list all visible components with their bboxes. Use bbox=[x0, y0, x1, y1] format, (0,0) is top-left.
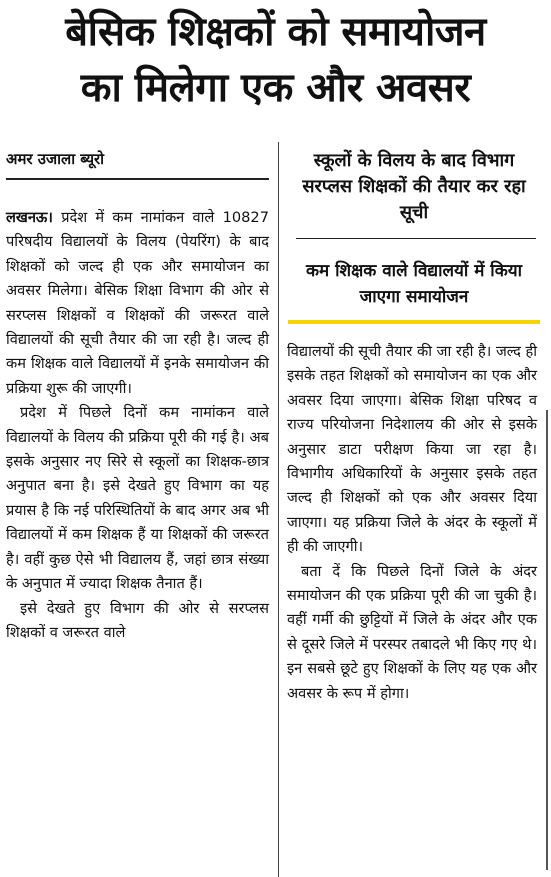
right-paragraph-2: बता दें कि पिछले दिनों जिले के अंदर समायोजन की एक प्रक्रिया पूरी की जा चुकी है। वहीं गर्मी की छुट्टियों में जिले के अंदर और एक से दूसरे जिले में परस्पर तबादले भी किए गए थे। इन सबसे छूटे हुए शिक्षकों के लिए यह एक और अवसर के रूप में होगा। bbox=[287, 562, 537, 702]
byline: अमर उजाला ब्यूरो bbox=[6, 150, 105, 168]
page-edge-rule bbox=[546, 410, 548, 870]
headline bbox=[0, 4, 551, 116]
deck-divider bbox=[296, 238, 536, 239]
deck-highlight-bar bbox=[288, 320, 540, 324]
headline-line-1: बेसिक शिक्षकों को समायोजन bbox=[65, 9, 486, 55]
left-paragraph-3: इसे देखते हुए विभाग की ओर से सरप्लस शिक्षकों व जरूरत वाले bbox=[6, 599, 269, 641]
right-column-body bbox=[287, 340, 537, 706]
left-paragraph-2: प्रदेश में पिछले दिनों कम नामांकन वाले विद्यालयों के विलय की प्रक्रिया पूरी की गई है। अब इसके अनुसार नए सिरे से स्कूलों का शिक्षक-छात्र अनुपात बना है। इसे देखते हुए विभाग का यह प्रयास है कि नई परिस्थितियों के बाद अगर अब भी विद्यालयों में कम शिक्षक हैं या शिक्षकों की जरूरत है। वहीं कुछ ऐसे भी विद्यालय हैं, जहां छात्र संख्या के अनुपात में ज्यादा शिक्षक तैनात हैं। bbox=[6, 404, 269, 593]
deck-secondary: कम शिक्षक वाले विद्यालयों में किया जाएगा समायोजन bbox=[305, 261, 523, 307]
dateline: लखनऊ। bbox=[6, 209, 53, 226]
left-column-body bbox=[6, 206, 269, 645]
left-paragraph-1 bbox=[6, 206, 269, 401]
deck-primary: स्कूलों के विलय के बाद विभाग सरप्लस शिक्षकों की तैयार कर रहा सूची bbox=[302, 150, 526, 223]
headline-line-2: का मिलेगा एक और अवसर bbox=[80, 65, 471, 111]
byline-divider bbox=[6, 178, 269, 180]
right-paragraph-1: विद्यालयों की सूची तैयार की जा रही है। जल्द ही इसके तहत शिक्षकों को समायोजन का एक और अवसर दिया जाएगा। बेसिक शिक्षा परिषद व राज्य परियोजना निदेशालय की ओर से इसके अनुसार डाटा परीक्षण किया जा रहा है। विभागीय अधिकारियों के अनुसार इसके तहत जल्द ही शिक्षकों को एक और अवसर दिया जाएगा। यह प्रक्रिया जिले के अंदर के स्कूलों में ही की जाएगी। bbox=[287, 343, 537, 556]
column-divider bbox=[278, 142, 279, 877]
left-paragraph-1-text: प्रदेश में कम नामांकन वाले 10827 परिषदीय विद्यालयों के विलय (पेयरिंग) के बाद शिक्षकों को जल्द ही एक और समायोजन का अवसर मिलेगा। बेसिक शिक्षा विभाग की ओर से सरप्लस शिक्षकों व शिक्षकों की जरूरत वाले विद्यालयों की सूची तैयार की जा रही है। जल्द ही कम शिक्षक वाले विद्यालयों में इनके समायोजन की प्रक्रिया शुरू की जाएगी। bbox=[6, 209, 270, 397]
